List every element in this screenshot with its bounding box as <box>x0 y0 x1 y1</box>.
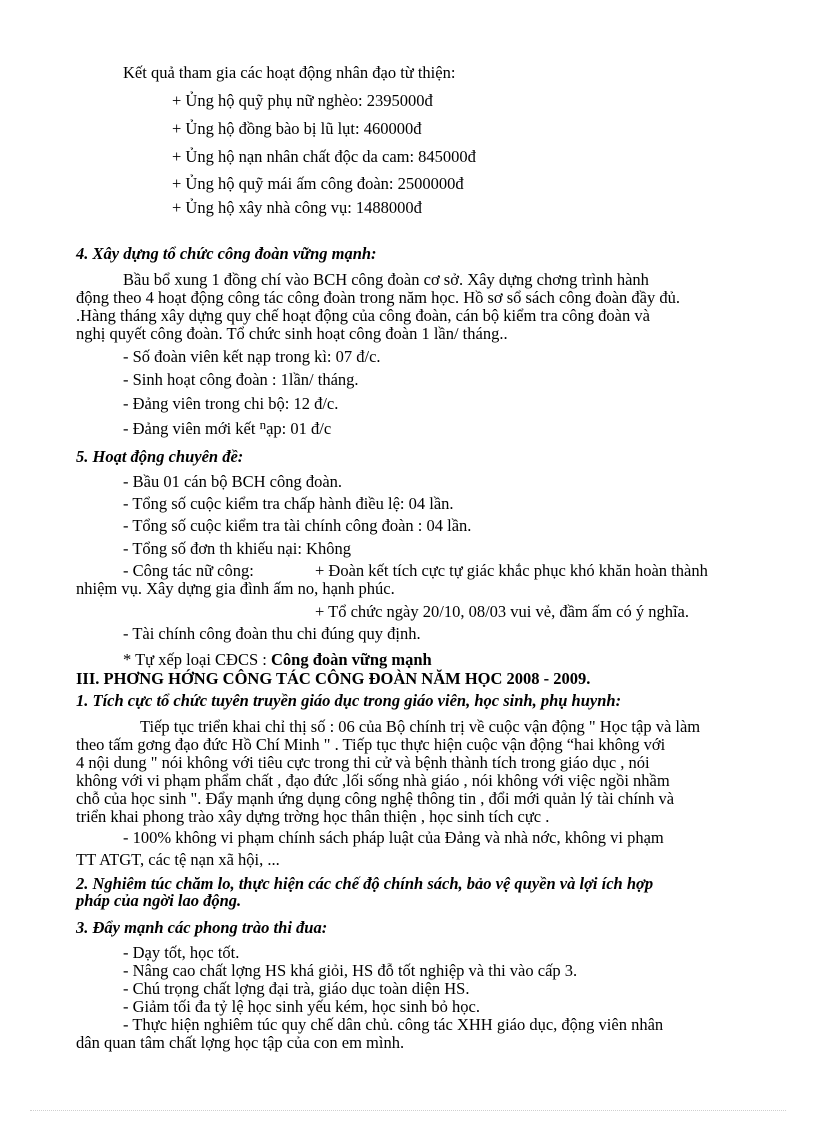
part3-s1-para-line: không với vi phạm phẩm chất , đạo đức ,lối sống nhà giáo , nói không với việc ngồi nhầm <box>76 771 670 790</box>
section5-bullet: - Tổng số đơn th khiếu nại: Không <box>123 539 351 558</box>
part3-s1-para-line: theo tấm gơng đạo đức Hồ Chí Minh " . Tiếp tục thực hiện cuộc vận động “hai không với <box>76 735 666 754</box>
part3-s2-title-line: 2. Nghiêm túc chăm lo, thực hiện các chế độ chính sách, bảo vệ quyền và lợi ích hợp <box>76 874 654 893</box>
donation-item: + Ủng hộ quỹ phụ nữ nghèo: 2395000đ <box>172 91 433 110</box>
donation-item: + Ủng hộ xây nhà công vụ: 1488000đ <box>172 198 422 217</box>
donation-item: + Ủng hộ nạn nhân chất độc da cam: 845000đ <box>172 147 476 166</box>
part3-s3-bullet: - Thực hiện nghiêm túc quy chế dân chủ. công tác XHH giáo dục, động viên nhân <box>123 1015 664 1034</box>
section5-bullet: - Tổng số cuộc kiểm tra tài chính công đoàn : 04 lần. <box>123 516 472 535</box>
section4-bullet: - Sinh hoạt công đoàn : 1lần/ tháng. <box>123 370 359 389</box>
part3-s1-para2-line: - 100% không vi phạm chính sách pháp luật của Đảng và nhà nớc, không vi phạm <box>123 828 664 847</box>
section4-bullet: - Số đoàn viên kết nạp trong kì: 07 đ/c. <box>123 347 381 366</box>
donations-heading: Kết quả tham gia các hoạt động nhân đạo từ thiện: <box>123 63 456 82</box>
part3-s3-last: dân quan tâm chất lợng học tập của con em mình. <box>76 1033 405 1052</box>
section4-last-sup: n <box>259 417 267 432</box>
part3-s3-bullet: - Nâng cao chất lợng HS khá giỏi, HS đỗ tốt nghiệp và thi vào cấp 3. <box>123 961 578 980</box>
section5-bullet: - Bầu 01 cán bộ BCH công đoàn. <box>123 472 343 491</box>
section4-title: 4. Xây dựng tổ chức công đoàn vững mạnh: <box>76 244 377 263</box>
section4-para-line: Bầu bổ xung 1 đồng chí vào BCH công đoàn cơ sở. Xây dựng chơng trình hành <box>123 270 649 289</box>
women-work-line: + Tổ chức ngày 20/10, 08/03 vui vẻ, đầm ấm có ý nghĩa. <box>315 602 689 621</box>
part3-s3-bullet: - Chú trọng chất lợng đại trà, giáo dục toàn diện HS. <box>123 979 470 998</box>
part3-s1-para-line: triển khai phong trào xây dựng trờng học thân thiện , học sinh tích cực . <box>76 807 550 826</box>
part3-s1-para-line: Tiếp tục triển khai chỉ thị số : 06 của Bộ chính trị về cuộc vận động " Học tập và làm <box>140 717 701 736</box>
self-rating-value: Công đoàn vững mạnh <box>270 650 432 669</box>
section4-para-line: nghị quyết công đoàn. Tổ chức sinh hoạt công đoàn 1 lần/ tháng.. <box>76 324 508 343</box>
part3-s1-title: 1. Tích cực tổ chức tuyên truyền giáo dục trong giáo viên, học sinh, phụ huynh: <box>76 691 622 710</box>
women-work-label: - Công tác nữ công: <box>123 561 254 580</box>
page-bottom-divider <box>30 1110 786 1111</box>
donation-item: + Ủng hộ đồng bào bị lũ lụt: 460000đ <box>172 119 422 138</box>
section4-bullet-last <box>123 417 332 438</box>
section5-title: 5. Hoạt động chuyên đề: <box>76 447 244 466</box>
donation-item: + Ủng hộ quỹ mái ấm công đoàn: 2500000đ <box>172 174 464 193</box>
section4-last-post: ạp: 01 đ/c <box>266 419 332 438</box>
part3-s1-para2-line: TT ATGT, các tệ nạn xã hội, ... <box>76 850 280 869</box>
section4-last-pre: - Đảng viên mới kết <box>123 419 260 438</box>
section4-para-line: động theo 4 hoạt động công tác công đoàn trong năm học. Hồ sơ sổ sách công đoàn đầy đủ. <box>76 288 680 307</box>
women-work-line: + Đoàn kết tích cực tự giác khắc phục khó khăn hoàn thành <box>315 561 708 580</box>
part3-title: III. PHƠNG HỚNG CÔNG TÁC CÔNG ĐOÀN NĂM HỌC 2008 - 2009. <box>76 669 591 688</box>
part3-s1-para-line: chỗ của học sinh ". Đẩy mạnh ứng dụng công nghệ thông tin , đổi mới quản lý tài chính và <box>76 789 675 808</box>
part3-s3-bullet: - Dạy tốt, học tốt. <box>123 943 240 962</box>
finance-line: - Tài chính công đoàn thu chi đúng quy định. <box>123 624 421 643</box>
part3-s3-bullet: - Giảm tối đa tỷ lệ học sinh yếu kém, học sinh bỏ học. <box>123 997 480 1016</box>
women-work-line: nhiệm vụ. Xây dựng gia đình ấm no, hạnh phúc. <box>76 579 395 598</box>
self-rating <box>123 651 432 669</box>
section5-bullet: - Tổng số cuộc kiểm tra chấp hành điều lệ: 04 lần. <box>123 494 454 513</box>
self-rating-label: * Tự xếp loại CĐCS : <box>123 650 271 669</box>
part3-s1-para-line: 4 nội dung " nói không với tiêu cực trong thi cử và bệnh thành tích trong giáo dục , nói <box>76 753 650 772</box>
part3-s3-title: 3. Đẩy mạnh các phong trào thi đua: <box>76 918 328 937</box>
part3-s2-title-line: pháp của ngời lao động. <box>76 891 242 910</box>
section4-bullet: - Đảng viên trong chi bộ: 12 đ/c. <box>123 394 339 413</box>
section4-para-line: .Hàng tháng xây dựng quy chế hoạt động của công đoàn, cán bộ kiểm tra công đoàn và <box>76 306 650 325</box>
